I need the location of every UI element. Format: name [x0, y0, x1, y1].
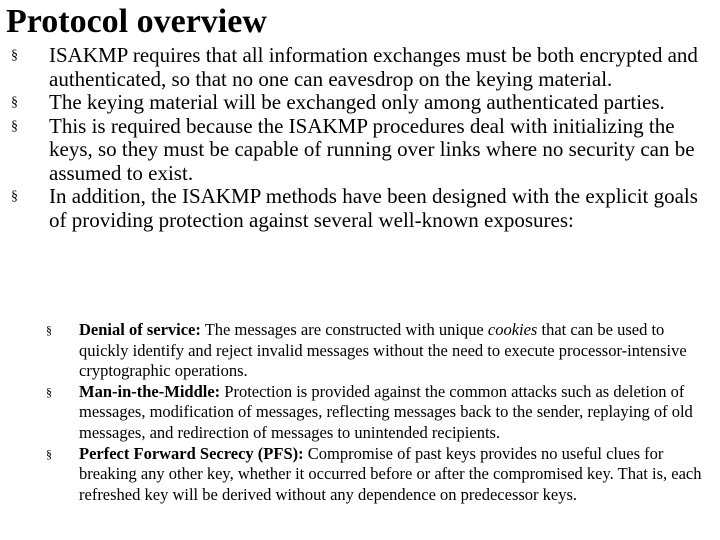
slide-title: Protocol overview	[6, 3, 267, 40]
bullet-text: The keying material will be exchanged only among authenticated parties.	[49, 90, 665, 114]
bullet-marker: §	[11, 95, 18, 110]
bullet-marker: §	[11, 118, 18, 134]
bullet-text: ISAKMP requires that all information exchanges must be both encrypted and authenticated, so that no one can eavesdrop on the keying material.	[49, 43, 698, 91]
sub-bullet-heading: Man-in-the-Middle:	[79, 381, 221, 401]
bullet-item-initializing-keys	[0, 115, 720, 186]
sub-bullet-denial-of-service	[0, 320, 720, 382]
bullet-text: In addition, the ISAKMP methods have been designed with the explicit goals of providing protection against several well-known exposures:	[49, 184, 698, 232]
sub-bullet-perfect-forward-secrecy	[0, 444, 720, 506]
sub-bullet-heading: Perfect Forward Secrecy (PFS):	[79, 443, 304, 463]
sub-bullet-text: Protection is provided against the common attacks such as deletion of messages, modification of messages, reflecting messages back to the sender, replaying of old messages, and redirection of messages to unintended recipients.	[79, 381, 693, 442]
bullet-item-authenticated-parties	[0, 91, 720, 115]
bullet-marker: §	[46, 446, 52, 461]
sub-bullet-text: The messages are constructed with unique	[200, 320, 488, 339]
sub-bullet-text: Compromise of past keys provides no useful clues for breaking any other key, whether it occurred before or after the compromised key. That is, each refreshed key will be derived without any dependence on predecessor keys.	[79, 443, 702, 504]
sub-bullet-heading: Denial of service:	[79, 320, 201, 339]
bullet-marker: §	[11, 189, 18, 204]
bullet-text: This is required because the ISAKMP procedures deal with initializing the keys, so they must be capable of running over links where no security can be assumed to exist.	[49, 113, 695, 185]
bullet-list	[0, 44, 720, 232]
sub-bullet-list	[0, 320, 720, 505]
sub-bullet-italic-term: cookies	[487, 320, 538, 339]
bullet-marker: §	[46, 323, 52, 337]
bullet-item-protection-goals	[0, 185, 720, 232]
bullet-item-encryption	[0, 44, 720, 91]
bullet-marker: §	[46, 384, 52, 399]
sub-bullet-man-in-the-middle	[0, 382, 720, 444]
bullet-marker: §	[11, 48, 18, 63]
sub-bullet-text: that can be used to quickly identify and reject invalid messages without the need to execute processor-intensive cryptographic operations.	[79, 320, 687, 381]
